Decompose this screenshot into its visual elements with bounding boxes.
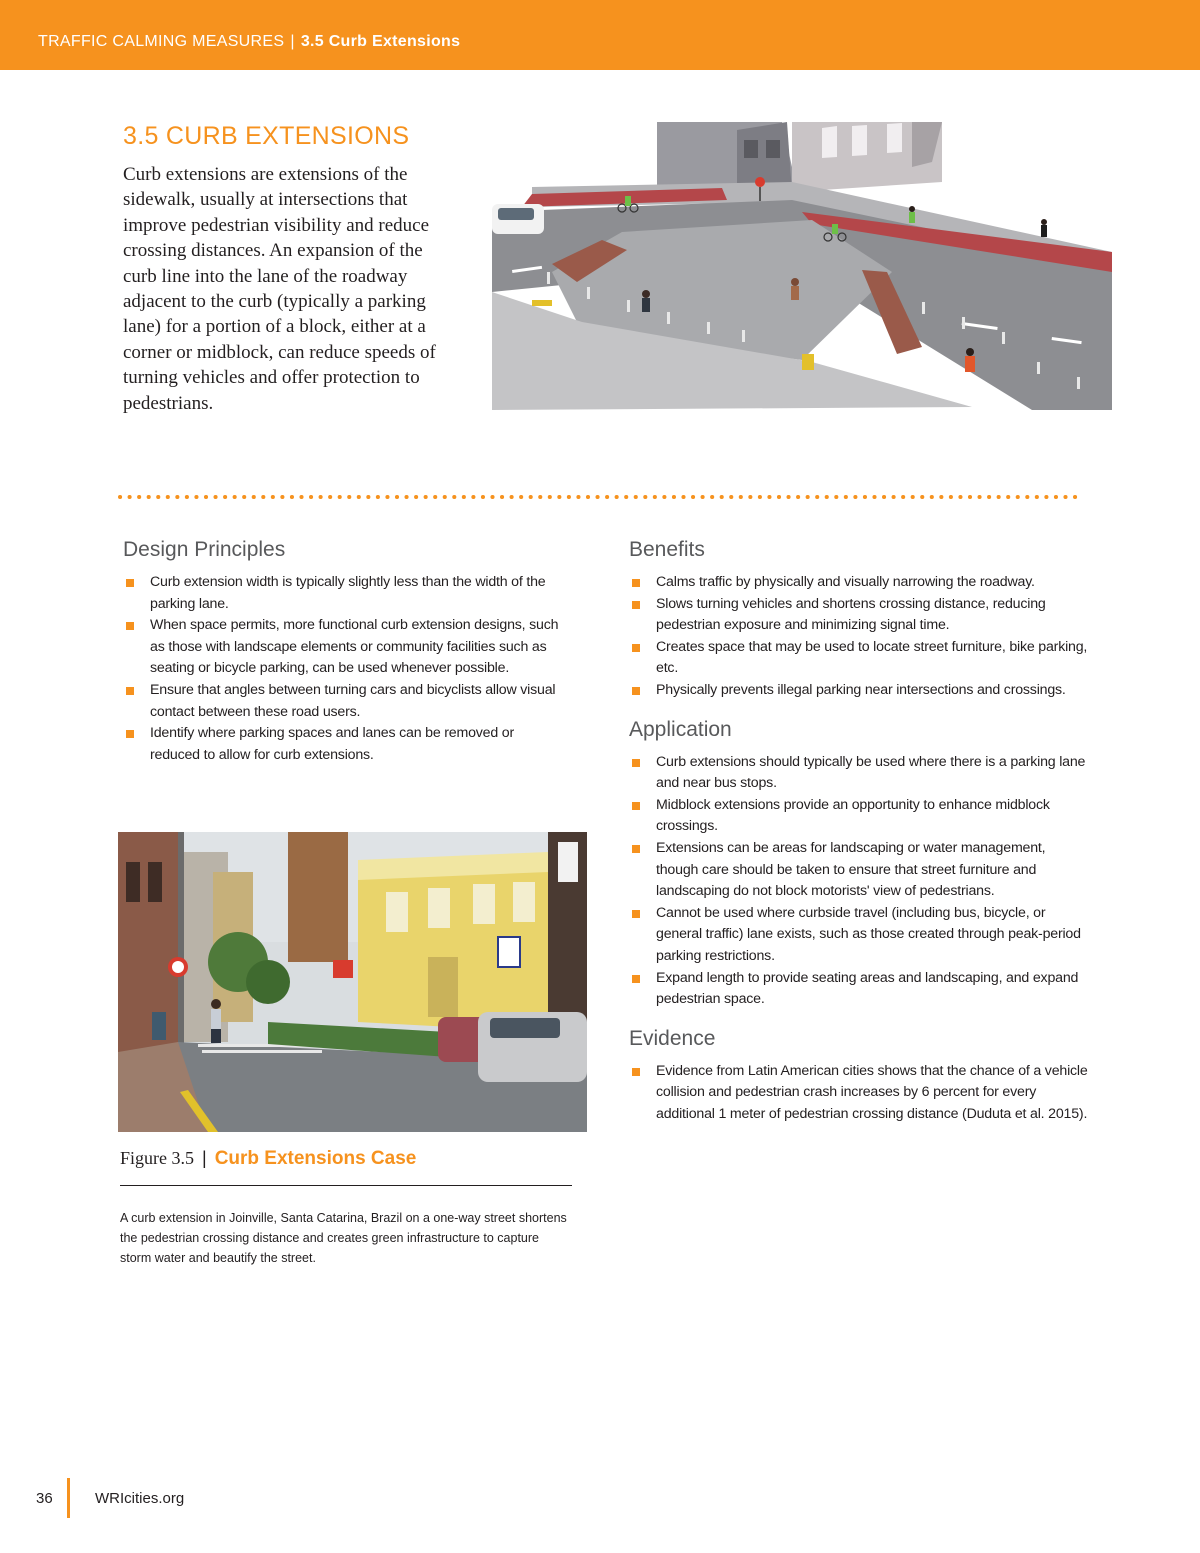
bullet-square-icon [632,975,640,983]
list-item [123,615,563,680]
bullet-square-icon [632,579,640,587]
benefits-section [629,536,1089,702]
evidence-heading: Evidence [629,1026,716,1050]
bullet-square-icon [632,759,640,767]
bullet-square-icon [632,644,640,652]
list-item [629,1061,1089,1126]
list-item [629,572,1089,594]
list-item [629,968,1089,1011]
design-principles-section [123,536,563,766]
application-section [629,716,1089,1011]
bullet-square-icon [126,622,134,630]
figure-description: A curb extension in Joinville, Santa Catarina, Brazil on a one-way street shortens the pedestrian crossing distance and creates green infrastructure to capture storm water and beautify the street. [120,1211,567,1265]
list-item [123,680,563,723]
figure-caption [120,1148,416,1170]
dotted-divider [118,492,1084,502]
section-title: 3.5 CURB EXTENSIONS [123,122,410,150]
design-principles-list [123,572,563,766]
list-item [123,723,563,766]
list-item-text: Expand length to provide seating areas and landscaping, and expand pedestrian space. [656,969,1079,1008]
header-separator: | [290,33,295,50]
list-item-text: When space permits, more functional curb extension designs, such as those with landscape elements or community facilities such as seating or bicycle parking, can be used whenever possible. [150,617,559,677]
list-item [629,838,1089,903]
list-item-text: Ensure that angles between turning cars and bicyclists allow visual contact between these road users. [150,681,556,720]
bullet-square-icon [632,687,640,695]
list-item-text: Identify where parking spaces and lanes can be removed or reduced to allow for curb extensions. [150,725,515,763]
intro-paragraph: Curb extensions are extensions of the sidewalk, usually at intersections that improve pedestrian visibility and reduce crossing distances. An expansion of the curb line into the lane of the roadway adjacent to the curb (typically a parking lane) for a portion of a block, either at a corner or midblock, can reduce speeds of turning vehicles and offer protection to pedestrians. [123,164,436,414]
list-item-text: Curb extension width is typically slightly less than the width of the parking lane. [150,574,546,612]
evidence-section [629,1025,1089,1126]
figure-title: Curb Extensions Case [214,1148,417,1169]
list-item [629,594,1089,637]
running-header [38,33,460,51]
list-item-text: Physically prevents illegal parking near intersections and crossings. [656,681,1066,698]
figure-rule [120,1185,572,1186]
list-item [629,795,1089,838]
evidence-list [629,1061,1089,1126]
bullet-square-icon [126,730,134,738]
bullet-square-icon [632,1068,640,1076]
header-category: TRAFFIC CALMING MEASURES [38,33,285,50]
list-item-text: Calms traffic by physically and visually narrowing the roadway. [656,574,1035,590]
list-item-text: Cannot be used where curbside travel (including bus, bicycle, or general traffic) lane exists, such as those created through peak-period parking restrictions. [656,904,1081,964]
list-item [629,903,1089,968]
benefits-heading: Benefits [629,538,705,561]
benefits-list [629,572,1089,702]
header-section: 3.5 Curb Extensions [300,33,461,50]
bullet-square-icon [126,579,134,587]
footer-divider [67,1478,70,1518]
list-item [629,680,1089,702]
list-item-text: Evidence from Latin American cities shows that the chance of a vehicle collision and pedestrian crash increases by 6 percent for every additional 1 meter of pedestrian crossing distance (Duduta et al. 2015). [656,1062,1088,1122]
right-column [629,536,1089,1139]
figure-separator: | [202,1148,207,1168]
bullet-square-icon [632,910,640,918]
list-item [629,637,1089,680]
bullet-square-icon [632,845,640,853]
list-item-text: Creates space that may be used to locate street furniture, bike parking, etc. [656,638,1088,677]
footer-site-link[interactable]: WRIcities.org [95,1490,185,1507]
application-list [629,752,1089,1011]
list-item-text: Slows turning vehicles and shortens crossing distance, reducing pedestrian exposure and minimizing signal time. [656,595,1046,634]
figure-label: Figure 3.5 [120,1148,194,1168]
figure-photo-joinville-street [118,832,587,1132]
bullet-square-icon [126,687,134,695]
bullet-square-icon [632,601,640,609]
design-principles-heading: Design Principles [123,538,286,561]
bullet-square-icon [632,802,640,810]
list-item-text: Extensions can be areas for landscaping or water management, though care should be taken to ensure that street furniture and landscaping do not block motorists' view of pedestrians. [656,839,1046,900]
list-item-text: Curb extensions should typically be used where there is a parking lane and near bus stops. [656,753,1086,792]
list-item-text: Midblock extensions provide an opportunity to enhance midblock crossings. [656,796,1050,835]
curb-extension-illustration [492,122,1112,410]
list-item [629,752,1089,795]
page-number: 36 [36,1490,53,1507]
application-heading: Application [629,717,732,741]
list-item [123,572,563,615]
